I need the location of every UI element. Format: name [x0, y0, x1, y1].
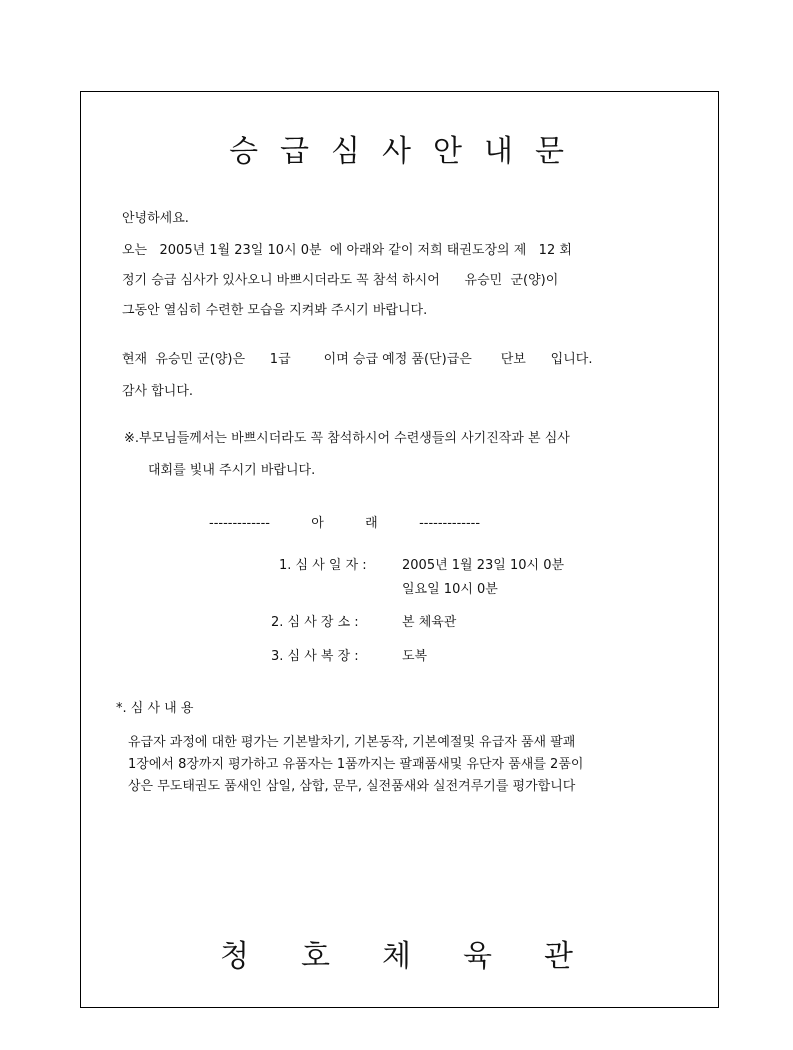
- content-line: 상은 무도태권도 품새인 삼일, 삼합, 문무, 실전품새와 실전겨루기를 평가합니다: [128, 779, 576, 794]
- document-title: 승급심사안내문: [229, 134, 586, 169]
- content-line: 1장에서 8장까지 평가하고 유품자는 1품까지는 팔괘품새및 유단자 품새를 2품이: [128, 757, 584, 772]
- date-label: 1. 심 사 일 자 :: [279, 558, 367, 573]
- note-line: ※.부모님들께서는 바쁘시더라도 꼭 참석하시어 수련생들의 사기진작과 본 심사: [124, 431, 570, 446]
- content-header: *. 심 사 내 용: [116, 701, 194, 716]
- attire-label: 3. 심 사 복 장 :: [271, 649, 359, 664]
- place-label: 2. 심 사 장 소 :: [271, 615, 359, 630]
- date-sub-value: 일요일 10시 0분: [402, 582, 498, 597]
- section-header: ------------- 아 래 -------------: [209, 516, 481, 531]
- intro-line: 그동안 열심히 수련한 모습을 지켜봐 주시기 바랍니다.: [122, 303, 428, 318]
- footer-organization: 청호체육관: [220, 939, 625, 974]
- attire-value: 도복: [402, 649, 428, 664]
- status-line: 현재 유승민 군(양)은 1급 이며 승급 예정 품(단)급은 단보 입니다.: [122, 352, 593, 367]
- thanks-text: 감사 합니다.: [122, 384, 194, 399]
- greeting: 안녕하세요.: [122, 211, 189, 226]
- document-border: [80, 91, 719, 1008]
- content-line: 유급자 과정에 대한 평가는 기본발차기, 기본동작, 기본예절및 유급자 품새 팔괘: [128, 735, 576, 750]
- date-value: 2005년 1월 23일 10시 0분: [402, 558, 565, 573]
- intro-line: 정기 승급 심사가 있사오니 바쁘시더라도 꼭 참석 하시어 유승민 군(양)이: [122, 273, 559, 288]
- place-value: 본 체육관: [402, 615, 457, 630]
- note-line: 대회를 빛내 주시기 바랍니다.: [148, 463, 316, 478]
- intro-line: 오는 2005년 1월 23일 10시 0분 에 아래와 같이 저희 태권도장의 제 12 회: [122, 243, 572, 258]
